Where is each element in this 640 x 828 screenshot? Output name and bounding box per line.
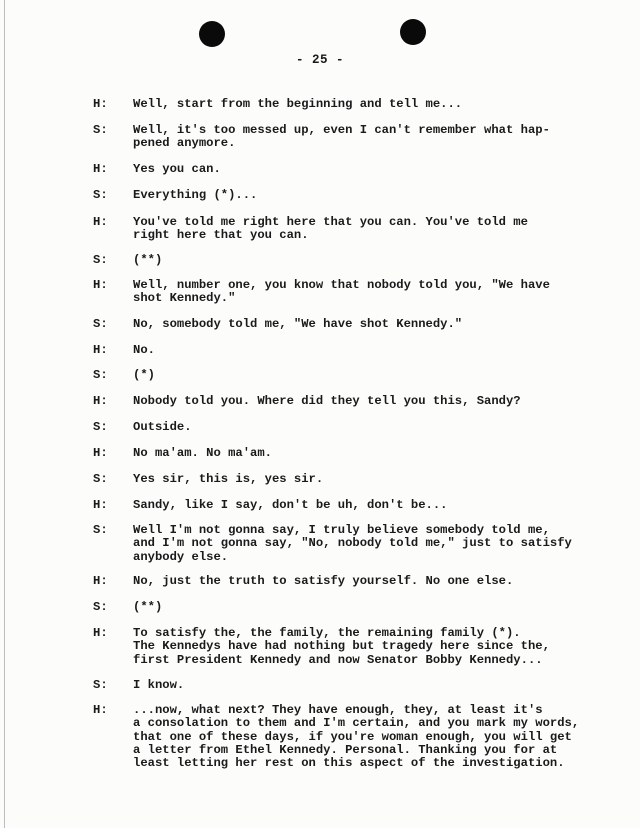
- speaker-label: H:: [93, 626, 108, 640]
- speaker-label: S:: [93, 123, 108, 137]
- utterance-text: Outside.: [133, 420, 192, 434]
- utterance-text: (**): [133, 253, 163, 267]
- speaker-label: H:: [93, 574, 108, 588]
- utterance-text: Well, start from the beginning and tell me...: [133, 97, 463, 111]
- utterance-text: Everything (*)...: [133, 188, 258, 202]
- utterance-text: Well, number one, you know that nobody told you, "We have shot Kennedy.": [133, 278, 550, 306]
- utterance-text: To satisfy the, the family, the remaining family (*). The Kennedys have had nothing but tragedy here since the, first President Kennedy and now Senator Bobby Kennedy...: [133, 626, 550, 667]
- utterance-text: Yes sir, this is, yes sir.: [133, 472, 324, 486]
- utterance-text: Sandy, like I say, don't be uh, don't be...: [133, 498, 448, 512]
- speaker-label: S:: [93, 472, 108, 486]
- utterance-text: ...now, what next? They have enough, they, at least it's a consolation to them and I'm certain, and you mark my words, that one of these days, if you're woman enough, you will get a letter from Ethel Kennedy. Personal. Thanking you for at least letting her rest on this aspect of the investigation.: [133, 703, 580, 771]
- utterance-text: Well, it's too messed up, even I can't remember what hap- pened anymore.: [133, 123, 550, 151]
- utterance-text: (**): [133, 600, 163, 614]
- speaker-label: S:: [93, 600, 108, 614]
- utterance-text: No, somebody told me, "We have shot Kennedy.": [133, 317, 463, 331]
- punch-hole-left: [199, 21, 225, 47]
- speaker-label: H:: [93, 215, 108, 229]
- speaker-label: S:: [93, 253, 108, 267]
- speaker-label: H:: [93, 343, 108, 357]
- speaker-label: H:: [93, 394, 108, 408]
- utterance-text: (*): [133, 368, 155, 382]
- utterance-text: No ma'am. No ma'am.: [133, 446, 272, 460]
- speaker-label: H:: [93, 162, 108, 176]
- speaker-label: H:: [93, 97, 108, 111]
- utterance-text: I know.: [133, 678, 185, 692]
- speaker-label: S:: [93, 420, 108, 434]
- speaker-label: H:: [93, 498, 108, 512]
- utterance-text: Well I'm not gonna say, I truly believe somebody told me, and I'm not gonna say, "No, nobody told me," just to satisfy anybody else.: [133, 523, 572, 564]
- speaker-label: S:: [93, 188, 108, 202]
- speaker-label: S:: [93, 368, 108, 382]
- utterance-text: No, just the truth to satisfy yourself. No one else.: [133, 574, 514, 588]
- utterance-text: Yes you can.: [133, 162, 221, 176]
- page-number: - 25 -: [295, 53, 344, 67]
- page-edge-line: [4, 0, 5, 828]
- speaker-label: S:: [93, 678, 108, 692]
- speaker-label: H:: [93, 446, 108, 460]
- speaker-label: S:: [93, 317, 108, 331]
- speaker-label: S:: [93, 523, 108, 537]
- punch-hole-right: [400, 19, 426, 45]
- utterance-text: No.: [133, 343, 155, 357]
- speaker-label: H:: [93, 278, 108, 292]
- speaker-label: H:: [93, 703, 108, 717]
- utterance-text: You've told me right here that you can. You've told me right here that you can.: [133, 215, 528, 243]
- utterance-text: Nobody told you. Where did they tell you this, Sandy?: [133, 394, 521, 408]
